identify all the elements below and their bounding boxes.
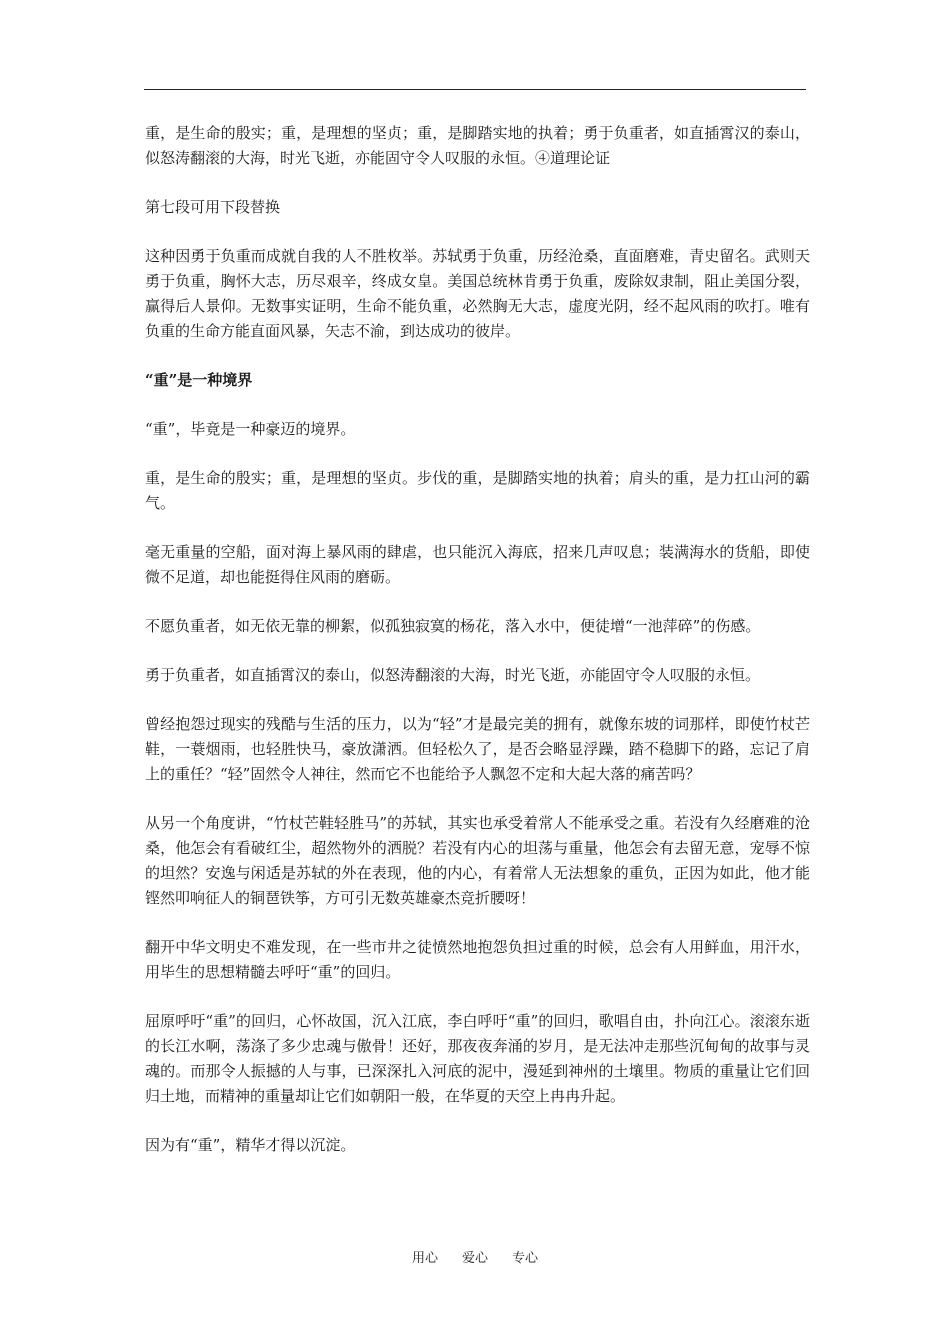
paragraph: 第七段可用下段替换 bbox=[145, 198, 281, 216]
page-footer bbox=[0, 1247, 950, 1266]
document-body bbox=[145, 121, 810, 1182]
header-rule bbox=[144, 89, 806, 90]
paragraph: 勇于负重者，如直插霄汉的泰山，似怒涛翻滚的大海，时光飞逝，亦能固守令人叹服的永恒。 bbox=[145, 666, 761, 684]
paragraph: 因为有“重”，精华才得以沉淀。 bbox=[145, 1136, 356, 1154]
footer-motto: 专心 bbox=[512, 1251, 539, 1266]
paragraph: “重”，毕竟是一种豪迈的境界。 bbox=[145, 420, 356, 438]
paragraph: 屈原呼吁“重”的回归，心怀故国，沉入江底，李白呼吁“重”的回归，歌唱自由，扑向江心。滚滚东逝的长江水啊，荡涤了多少忠魂与傲骨！还好，那夜夜奔涌的岁月，是无法冲走那些沉甸甸的故事与灵魂的。而那令人振撼的人与事，已深深扎入河底的泥中，漫延到神州的土壤里。物质的重量让它们回归土地，而精神的重量却让它们如朝阳一般，在华夏的天空上冉冉升起。 bbox=[145, 1012, 810, 1105]
paragraph: 重，是生命的殷实；重，是理想的坚贞；重，是脚踏实地的执着；勇于负重者，如直插霄汉的泰山，似怒涛翻滚的大海，时光飞逝，亦能固守令人叹服的永恒。④道理论证 bbox=[145, 124, 810, 167]
section-heading: “重”是一种境界 bbox=[145, 371, 253, 389]
footer-motto: 爱心 bbox=[461, 1251, 488, 1266]
paragraph: 不愿负重者，如无依无靠的柳絮，似孤独寂寞的杨花，落入水中，便徒增“一池萍碎”的伤感。 bbox=[145, 617, 761, 635]
paragraph: 这种因勇于负重而成就自我的人不胜枚举。苏轼勇于负重，历经沧桑，直面磨难，青史留名。武则天勇于负重，胸怀大志，历尽艰辛，终成女皇。美国总统林肯勇于负重，废除奴隶制，阻止美国分裂，赢得后人景仰。无数事实证明，生命不能负重，必然胸无大志，虚度光阴，经不起风雨的吹打。唯有负重的生命方能直面风暴，矢志不渝，到达成功的彼岸。 bbox=[145, 247, 810, 340]
paragraph: 翻开中华文明史不难发现，在一些市井之徒愤然地抱怨负担过重的时候，总会有人用鲜血，用汗水，用毕生的思想精髓去呼吁“重”的回归。 bbox=[145, 938, 810, 981]
paragraph: 重，是生命的殷实；重，是理想的坚贞。步伐的重，是脚踏实地的执着；肩头的重，是力扛山河的霸气。 bbox=[145, 469, 810, 512]
footer-motto: 用心 bbox=[411, 1251, 438, 1266]
paragraph: 从另一个角度讲，“竹杖芒鞋轻胜马”的苏轼，其实也承受着常人不能承受之重。若没有久经磨难的沧桑，他怎会有看破红尘，超然物外的洒脱？若没有内心的坦荡与重量，他怎会有去留无意，宠辱不惊的坦然？安逸与闲适是苏轼的外在表现，他的内心，有着常人无法想象的重负，正因为如此，他才能铿然叩响征人的铜琶铁筝，方可引无数英雄豪杰竞折腰呀！ bbox=[145, 814, 810, 907]
paragraph: 毫无重量的空船，面对海上暴风雨的肆虐，也只能沉入海底，招来几声叹息；装满海水的货船，即使微不足道，却也能挺得住风雨的磨砺。 bbox=[145, 543, 810, 586]
paragraph: 曾经抱怨过现实的残酷与生活的压力，以为“轻”才是最完美的拥有，就像东坡的词那样，即使竹杖芒鞋，一蓑烟雨，也轻胜快马，豪放潇洒。但轻松久了，是否会略显浮躁，踏不稳脚下的路，忘记了肩上的重任？“轻”固然令人神往，然而它不也能给予人飘忽不定和大起大落的痛苦吗？ bbox=[145, 715, 810, 783]
